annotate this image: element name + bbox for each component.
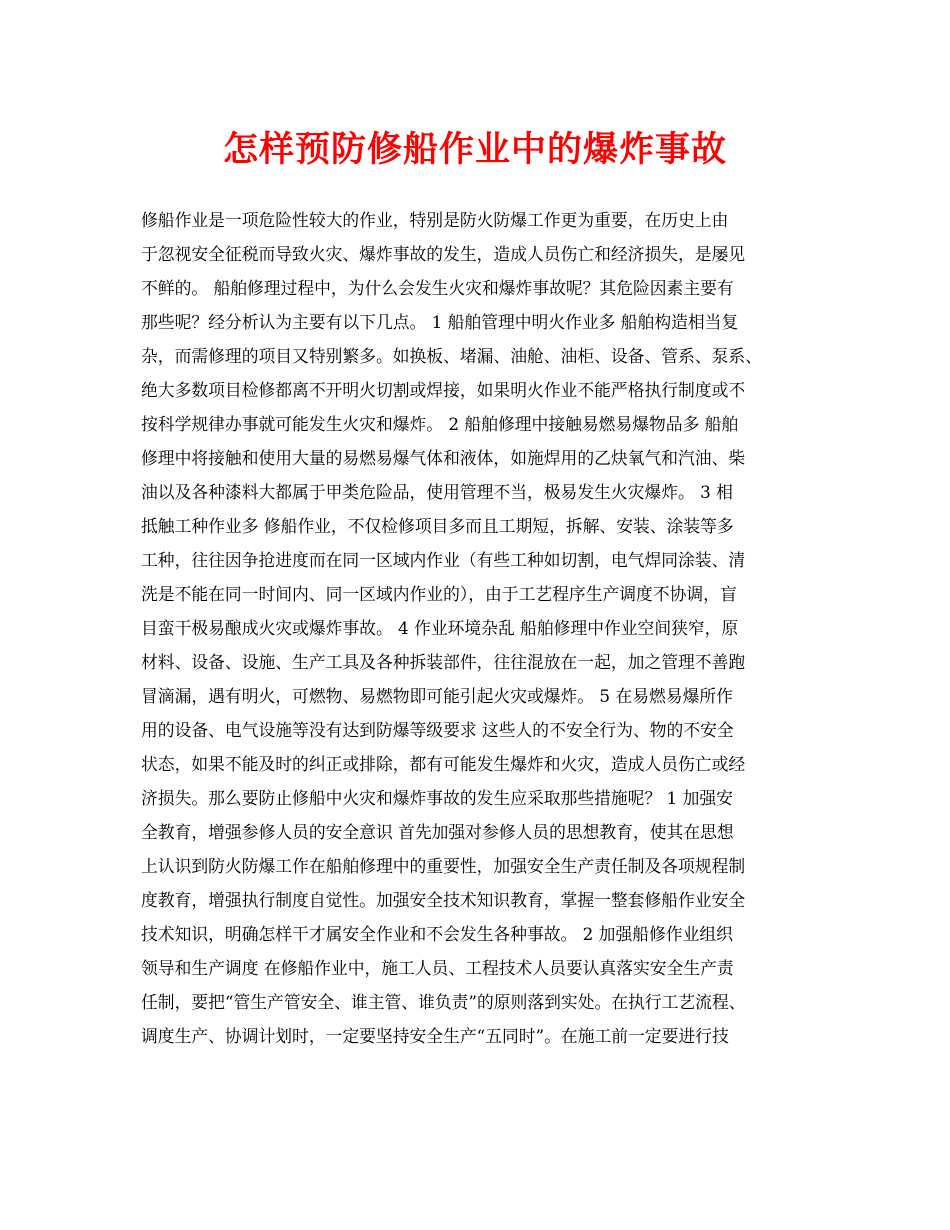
body-line: 于忽视安全征税而导致火灾、爆炸事故的发生，造成人员伤亡和经济损失，是屡见 — [141, 244, 746, 264]
body-line: 济损失。那么要防止修船中火灾和爆炸事故的发生应采取那些措施呢？ 1 加强安 — [141, 788, 733, 808]
body-line: 材料、设备、设施、生产工具及各种拆装部件，往往混放在一起，加之管理不善跑 — [141, 652, 746, 672]
body-line: 调度生产、协调计划时，一定要坚持安全生产“五同时”。在施工前一定要进行技 — [141, 1026, 729, 1046]
body-line: 目蛮干极易酿成火灾或爆炸事故。 4 作业环境杂乱 船舶修理中作业空间狭窄，原 — [141, 618, 739, 638]
body-line: 上认识到防火防爆工作在船舶修理中的重要性，加强安全生产责任制及各项规程制 — [141, 856, 746, 876]
body-line: 修理中将接触和使用大量的易燃易爆气体和液体，如施焊用的乙炔氧气和汽油、柴 — [141, 448, 746, 468]
body-line: 状态，如果不能及时的纠正或排除，都有可能发生爆炸和火灾，造成人员伤亡或经 — [141, 754, 746, 774]
body-line: 按科学规律办事就可能发生火灾和爆炸。 2 船舶修理中接触易燃易爆物品多 船舶 — [141, 414, 739, 434]
body-line: 修船作业是一项危险性较大的作业，特别是防火防爆工作更为重要，在历史上由 — [141, 210, 729, 230]
body-line: 任制，要把“管生产管安全、谁主管、谁负责”的原则落到实处。在执行工艺流程、 — [141, 992, 746, 1012]
body-line: 不鲜的。 船舶修理过程中，为什么会发生火灾和爆炸事故呢？其危险因素主要有 — [141, 278, 734, 298]
body-line: 全教育，增强参修人员的安全意识 首先加强对参修人员的思想教育，使其在思想 — [141, 822, 734, 842]
body-line: 洗是不能在同一时间内、同一区域内作业的），由于工艺程序生产调度不协调，盲 — [141, 584, 737, 604]
body-line: 杂，而需修理的项目又特别繁多。如换板、堵漏、油舱、油柜、设备、管系、泵系、 — [141, 346, 762, 366]
body-line: 油以及各种漆料大都属于甲类危险品，使用管理不当，极易发生火灾爆炸。 3 相 — [141, 482, 733, 502]
body-line: 抵触工种作业多 修船作业，不仅检修项目多而且工期短，拆解、安装、涂装等多 — [141, 516, 734, 536]
body-line: 用的设备、电气设施等没有达到防爆等级要求 这些人的不安全行为、物的不安全 — [141, 720, 734, 740]
body-line: 绝大多数项目检修都离不开明火切割或焊接，如果明火作业不能严格执行制度或不 — [141, 380, 746, 400]
body-line: 度教育，增强执行制度自觉性。加强安全技术知识教育，掌握一整套修船作业安全 — [141, 890, 746, 910]
document-title: 怎样预防修船作业中的爆炸事故 — [222, 129, 727, 170]
body-line: 领导和生产调度 在修船作业中，施工人员、工程技术人员要认真落实安全生产责 — [141, 958, 734, 978]
body-line: 技术知识，明确怎样干才属安全作业和不会发生各种事故。 2 加强船修作业组织 — [141, 924, 733, 944]
body-line: 冒滴漏，遇有明火，可燃物、易燃物即可能引起火灾或爆炸。 5 在易燃易爆所作 — [141, 686, 733, 706]
body-line: 那些呢？经分析认为主要有以下几点。 1 船舶管理中明火作业多 船舶构造相当复 — [141, 312, 739, 332]
body-line: 工种，往往因争抢进度而在同一区域内作业（有些工种如切割，电气焊同涂装、清 — [141, 550, 746, 570]
